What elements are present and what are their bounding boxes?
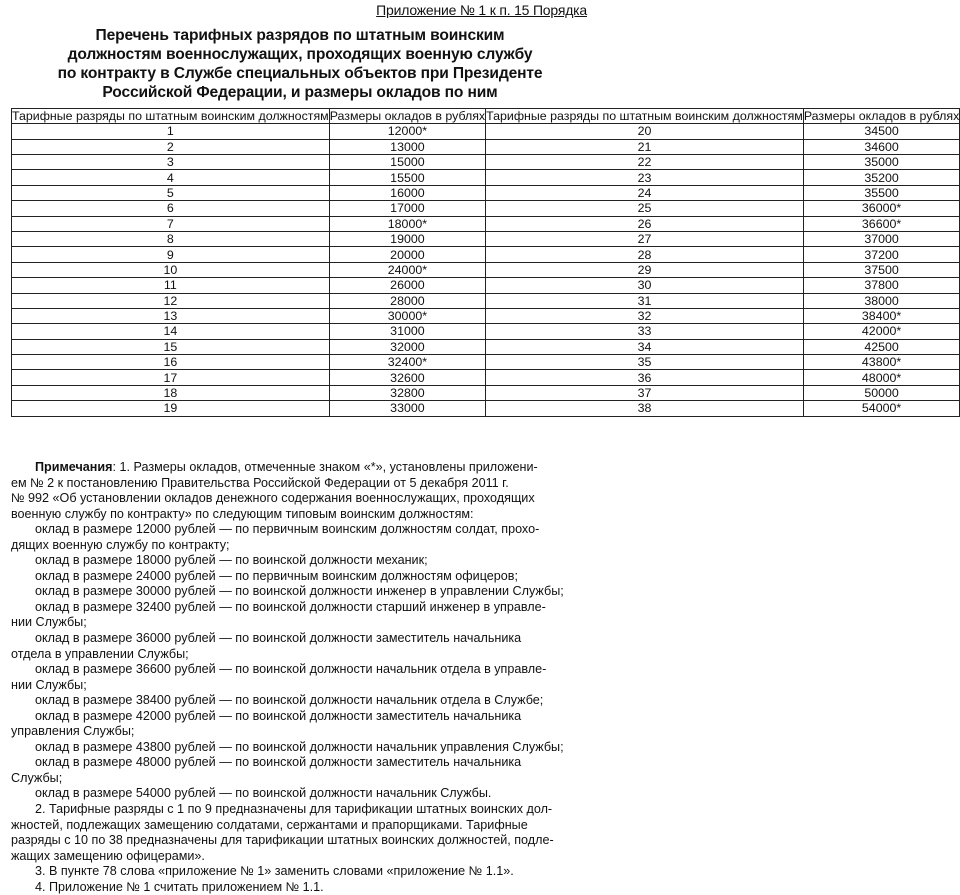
grade-left-cell: 11 [12, 278, 330, 293]
grade-left-cell: 18 [12, 385, 330, 400]
table-row [12, 247, 960, 262]
grade-left-cell: 17 [12, 370, 330, 385]
salary-right-cell: 35500 [803, 185, 959, 200]
table-row [12, 293, 960, 308]
notes-section [11, 460, 589, 895]
salary-left-cell: 19000 [329, 231, 485, 246]
grade-right-cell: 27 [486, 231, 804, 246]
salary-left-cell: 20000 [329, 247, 485, 262]
note-line: жностей, подлежащих замещению солдатами, сержантами и прапорщиками. Тарифные [11, 817, 528, 832]
grade-left-cell: 16 [12, 355, 330, 370]
grade-right-cell: 22 [486, 154, 804, 169]
grade-right-cell: 35 [486, 355, 804, 370]
grade-left-cell: 2 [12, 139, 330, 154]
grade-left-cell: 12 [12, 293, 330, 308]
table-body [12, 124, 960, 416]
grade-left-cell: 13 [12, 308, 330, 323]
salary-right-cell: 37200 [803, 247, 959, 262]
salary-right-cell: 50000 [803, 385, 959, 400]
note-line: нии Службы; [11, 615, 87, 630]
table-row [12, 339, 960, 354]
table-row [12, 231, 960, 246]
grade-left-cell: 15 [12, 339, 330, 354]
table-row [12, 185, 960, 200]
note-line: разряды с 10 по 38 предназначены для тарификации штатных воинских должностей, подле- [11, 833, 554, 848]
salary-right-cell: 34600 [803, 139, 959, 154]
note-line: 3. В пункте 78 слова «приложение № 1» заменить словами «приложение № 1.1». [35, 864, 514, 879]
salary-right-cell: 35200 [803, 170, 959, 185]
table-row [12, 170, 960, 185]
salary-left-cell: 12000* [329, 124, 485, 139]
salary-left-cell: 16000 [329, 185, 485, 200]
note-line: оклад в размере 36000 рублей — по воинской должности заместитель начальника [35, 631, 522, 646]
salary-right-cell: 48000* [803, 370, 959, 385]
grade-right-cell: 36 [486, 370, 804, 385]
note-line: Службы; [11, 770, 63, 785]
note-line: управления Службы; [11, 724, 135, 739]
salary-right-cell: 36600* [803, 216, 959, 231]
header-grade-right: Тарифные разряды по штатным воинским должностям [486, 109, 803, 123]
title-line: должностям военнослужащих, проходящих военную службу [67, 46, 533, 63]
grade-right-cell: 25 [486, 201, 804, 216]
note-line: нии Службы; [11, 677, 87, 692]
table-row [12, 201, 960, 216]
grade-right-cell: 32 [486, 308, 804, 323]
header-salary-right: Размеры окладов в рублях [803, 109, 960, 123]
grade-right-cell: 23 [486, 170, 804, 185]
salary-left-cell: 32400* [329, 355, 485, 370]
salary-right-cell: 37500 [803, 262, 959, 277]
salary-right-cell: 37000 [803, 231, 959, 246]
salary-right-cell: 36000* [803, 201, 959, 216]
note-line: оклад в размере 54000 рублей — по воинской должности начальник Службы. [35, 786, 492, 801]
note-line: 2. Тарифные разряды с 1 по 9 предназначены для тарификации штатных воинских дол- [35, 802, 553, 817]
note-line: жащих замещению офицерами». [11, 848, 205, 863]
note-paragraph [11, 460, 589, 476]
salary-left-cell: 30000* [329, 308, 485, 323]
grade-right-cell: 34 [486, 339, 804, 354]
table-row [12, 216, 960, 231]
salary-right-cell: 42000* [803, 324, 959, 339]
appendix-reference: Приложение № 1 к п. 15 Порядка [376, 2, 587, 18]
grade-left-cell: 8 [12, 231, 330, 246]
note-line: оклад в размере 30000 рублей — по воинской должности инженер в управлении Службы; [35, 584, 564, 599]
salary-left-cell: 33000 [329, 401, 485, 416]
note-line: оклад в размере 43800 рублей — по воинской должности начальник управления Службы; [35, 739, 564, 754]
salary-left-cell: 15000 [329, 154, 485, 169]
salary-right-cell: 38000 [803, 293, 959, 308]
note-line: 4. Приложение № 1 считать приложением № 1.1. [35, 879, 324, 894]
grade-right-cell: 31 [486, 293, 804, 308]
notes-label: Примечания [35, 460, 113, 474]
salary-left-cell: 31000 [329, 324, 485, 339]
grade-left-cell: 7 [12, 216, 330, 231]
grade-right-cell: 38 [486, 401, 804, 416]
note-line: оклад в размере 32400 рублей — по воинской должности старший инженер в управле- [35, 599, 546, 614]
salary-left-cell: 13000 [329, 139, 485, 154]
note-text: : 1. Размеры окладов, отмеченные знаком «*», установлены приложени- [112, 460, 538, 474]
title-line: Перечень тарифных разрядов по штатным воинским [95, 27, 505, 44]
salary-left-cell: 24000* [329, 262, 485, 277]
salary-right-cell: 54000* [803, 401, 959, 416]
header-salary-left: Размеры окладов в рублях [329, 109, 486, 123]
tariff-table [11, 108, 960, 417]
header-grade-left: Тарифные разряды по штатным воинским должностям [12, 109, 329, 123]
note-line: оклад в размере 12000 рублей — по первичным воинским должностям солдат, прохо- [35, 522, 540, 537]
salary-left-cell: 26000 [329, 278, 485, 293]
grade-right-cell: 24 [486, 185, 804, 200]
grade-left-cell: 5 [12, 185, 330, 200]
note-line: оклад в размере 24000 рублей — по первичным воинским должностям офицеров; [35, 568, 518, 583]
note-line: № 992 «Об установлении окладов денежного содержания военнослужащих, проходящих [11, 491, 535, 506]
grade-right-cell: 21 [486, 139, 804, 154]
grade-left-cell: 10 [12, 262, 330, 277]
grade-right-cell: 20 [486, 124, 804, 139]
table-row [12, 385, 960, 400]
grade-left-cell: 4 [12, 170, 330, 185]
salary-left-cell: 32000 [329, 339, 485, 354]
grade-left-cell: 19 [12, 401, 330, 416]
table-row [12, 278, 960, 293]
salary-left-cell: 28000 [329, 293, 485, 308]
salary-right-cell: 34500 [803, 124, 959, 139]
table-row [12, 370, 960, 385]
table-row [12, 139, 960, 154]
table-row [12, 355, 960, 370]
grade-right-cell: 37 [486, 385, 804, 400]
salary-right-cell: 43800* [803, 355, 959, 370]
grade-right-cell: 28 [486, 247, 804, 262]
salary-left-cell: 32600 [329, 370, 485, 385]
salary-right-cell: 38400* [803, 308, 959, 323]
document-title [12, 26, 588, 102]
salary-left-cell: 17000 [329, 201, 485, 216]
note-line: дящих военную службу по контракту; [11, 537, 230, 552]
salary-left-cell: 18000* [329, 216, 485, 231]
table-row [12, 324, 960, 339]
table-row [12, 262, 960, 277]
note-line: отдела в управлении Службы; [11, 646, 189, 661]
salary-right-cell: 42500 [803, 339, 959, 354]
salary-right-cell: 35000 [803, 154, 959, 169]
grade-left-cell: 6 [12, 201, 330, 216]
salary-left-cell: 32800 [329, 385, 485, 400]
table-row [12, 308, 960, 323]
note-line: оклад в размере 48000 рублей — по воинской должности заместитель начальника [35, 755, 522, 770]
table-row [12, 154, 960, 169]
salary-left-cell: 15500 [329, 170, 485, 185]
grade-left-cell: 3 [12, 154, 330, 169]
table-row [12, 124, 960, 139]
note-line: оклад в размере 38400 рублей — по воинской должности начальник отдела в Службе; [35, 693, 544, 708]
note-line: оклад в размере 36600 рублей — по воинской должности начальник отдела в управле- [35, 662, 547, 677]
grade-right-cell: 33 [486, 324, 804, 339]
title-line: Российской Федерации, и размеры окладов по ним [102, 84, 498, 101]
title-line: по контракту в Службе специальных объектов при Президенте [57, 65, 543, 82]
note-line: военную службу по контракту» по следующим типовым воинским должностям: [11, 506, 474, 521]
note-line: ем № 2 к постановлению Правительства Российской Федерации от 5 декабря 2011 г. [11, 475, 509, 490]
salary-right-cell: 37800 [803, 278, 959, 293]
grade-left-cell: 9 [12, 247, 330, 262]
table-header-row [12, 109, 960, 124]
grade-right-cell: 29 [486, 262, 804, 277]
grade-left-cell: 14 [12, 324, 330, 339]
grade-right-cell: 30 [486, 278, 804, 293]
grade-right-cell: 26 [486, 216, 804, 231]
table-row [12, 401, 960, 416]
note-line: оклад в размере 18000 рублей — по воинской должности механик; [35, 553, 428, 568]
note-line: оклад в размере 42000 рублей — по воинской должности заместитель начальника [35, 708, 522, 723]
grade-left-cell: 1 [12, 124, 330, 139]
